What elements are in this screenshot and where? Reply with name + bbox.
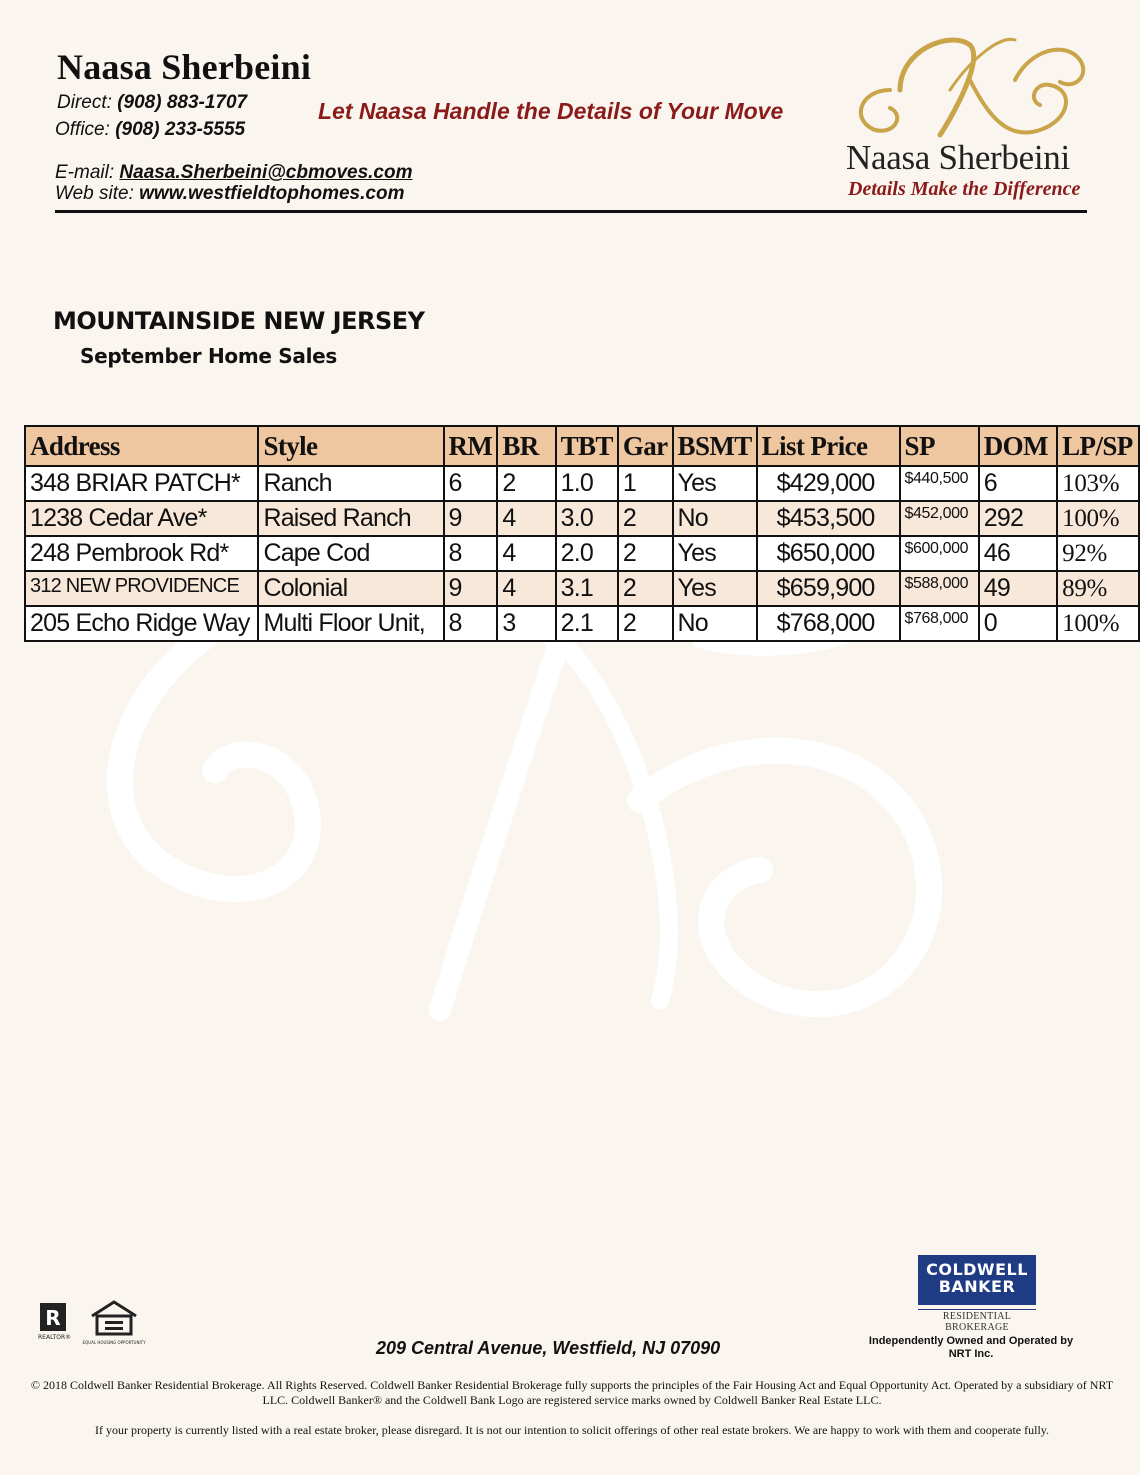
direct-phone[interactable]: (908) 883-1707	[117, 92, 248, 113]
cell-address: 248 Pembrook Rd*	[25, 536, 258, 571]
office-address: 209 Central Avenue, Westfield, NJ 07090	[376, 1338, 721, 1358]
cell-sp: $588,000	[900, 571, 979, 606]
cell-list-price: $429,000	[757, 466, 900, 501]
cell-tbt: 3.1	[556, 571, 618, 606]
email-link[interactable]: Naasa.Sherbeini@cbmoves.com	[119, 162, 413, 183]
cell-tbt: 2.0	[556, 536, 618, 571]
office-label: Office:	[55, 119, 110, 140]
cell-dom: 49	[979, 571, 1057, 606]
email-label: E-mail:	[55, 162, 115, 183]
cell-address: 348 BRIAR PATCH*	[25, 466, 258, 501]
home-sales-table	[24, 425, 1140, 642]
ns-monogram-logo	[840, 15, 1090, 150]
cell-list-price: $453,500	[757, 501, 900, 536]
logo-name: Naasa Sherbeini	[846, 138, 1070, 177]
cell-rm: 9	[444, 501, 498, 536]
column-header-tbt: TBT	[556, 426, 618, 466]
column-header-address: Address	[25, 426, 258, 466]
direct-phone-line	[57, 92, 247, 114]
cell-bsmt: Yes	[673, 466, 757, 501]
cell-rm: 6	[444, 466, 498, 501]
cell-address: 1238 Cedar Ave*	[25, 501, 258, 536]
cell-br: 4	[497, 571, 555, 606]
cell-rm: 9	[444, 571, 498, 606]
cell-lp-sp: 100%	[1057, 501, 1139, 536]
cell-style: Colonial	[258, 571, 443, 606]
column-header-lp-sp: LP/SP	[1057, 426, 1139, 466]
cell-list-price: $659,900	[757, 571, 900, 606]
realtor-icon	[38, 1301, 74, 1341]
agent-name: Naasa Sherbeini	[57, 47, 312, 87]
column-header-gar: Gar	[618, 426, 673, 466]
website-line	[55, 183, 404, 205]
column-header-bsmt: BSMT	[673, 426, 757, 466]
cell-dom: 46	[979, 536, 1057, 571]
direct-label: Direct:	[57, 92, 112, 113]
independent-ownership-note: Independently Owned and Operated by NRT Inc.	[868, 1335, 1074, 1360]
cell-list-price: $768,000	[757, 606, 900, 641]
cell-address: 205 Echo Ridge Way	[25, 606, 258, 641]
cell-bsmt: No	[673, 606, 757, 641]
solicitation-disclaimer: If your property is currently listed with a real estate broker, please disregard. It is not our intention to solicit offerings of other real estate brokers. We are happy to work with them and cooperate fully.	[94, 1423, 1050, 1437]
column-header-style: Style	[258, 426, 443, 466]
cell-sp: $440,500	[900, 466, 979, 501]
realtor-caption: REALTOR®	[38, 1334, 72, 1341]
table-row	[25, 536, 1139, 571]
cell-lp-sp: 89%	[1057, 571, 1139, 606]
cell-gar: 1	[618, 466, 673, 501]
cell-sp: $600,000	[900, 536, 979, 571]
table-row	[25, 501, 1139, 536]
header-tagline: Let Naasa Handle the Details of Your Move	[318, 98, 784, 124]
cell-tbt: 3.0	[556, 501, 618, 536]
cell-bsmt: No	[673, 501, 757, 536]
cell-gar: 2	[618, 571, 673, 606]
cell-br: 4	[497, 536, 555, 571]
table-row	[25, 466, 1139, 501]
cell-gar: 2	[618, 501, 673, 536]
table-row	[25, 606, 1139, 641]
office-phone[interactable]: (908) 233-5555	[115, 119, 246, 140]
table-row	[25, 571, 1139, 606]
office-phone-line	[55, 119, 245, 141]
website-link[interactable]: www.westfieldtophomes.com	[139, 183, 405, 204]
logo-tagline: Details Make the Difference	[848, 178, 1081, 200]
copyright-notice: © 2018 Coldwell Banker Residential Brokerage. All Rights Reserved. Coldwell Banker Residential Brokerage fully supports the principles of the Fair Housing Act and Equal Opportunity Act. Operated by a subsidiary of NRT LLC. Coldwell Banker® and the Coldwell Bank Logo are registered service marks owned by Coldwell Banker Real Estate LLC.	[30, 1378, 1114, 1407]
cell-br: 3	[497, 606, 555, 641]
cell-br: 2	[497, 466, 555, 501]
cell-gar: 2	[618, 536, 673, 571]
cell-address: 312 NEW PROVIDENCE	[25, 571, 258, 606]
equal-housing-icon	[82, 1298, 146, 1348]
cb-brokerage-label: RESIDENTIAL BROKERAGE	[942, 1311, 1012, 1333]
cell-bsmt: Yes	[673, 571, 757, 606]
column-header-list-price: List Price	[757, 426, 900, 466]
cell-style: Raised Ranch	[258, 501, 443, 536]
cell-lp-sp: 100%	[1057, 606, 1139, 641]
table-header-row	[25, 426, 1139, 466]
page-title: MOUNTAINSIDE NEW JERSEY	[53, 307, 425, 335]
cell-sp: $768,000	[900, 606, 979, 641]
cell-tbt: 2.1	[556, 606, 618, 641]
coldwell-banker-logo	[918, 1255, 1036, 1305]
cell-style: Cape Cod	[258, 536, 443, 571]
cell-bsmt: Yes	[673, 536, 757, 571]
cell-dom: 292	[979, 501, 1057, 536]
cell-rm: 8	[444, 606, 498, 641]
cb-divider	[918, 1309, 1036, 1310]
cell-dom: 0	[979, 606, 1057, 641]
column-header-br: BR	[497, 426, 555, 466]
cell-lp-sp: 92%	[1057, 536, 1139, 571]
cell-style: Multi Floor Unit,	[258, 606, 443, 641]
eho-caption: EQUAL HOUSING OPPORTUNITY	[82, 1340, 146, 1345]
cb-logo-line2: BANKER	[938, 1277, 1016, 1296]
website-label: Web site:	[55, 183, 134, 204]
cell-sp: $452,000	[900, 501, 979, 536]
logo-monogram-text: NS	[840, 15, 849, 22]
column-header-dom: DOM	[979, 426, 1057, 466]
cell-tbt: 1.0	[556, 466, 618, 501]
cell-rm: 8	[444, 536, 498, 571]
cell-style: Ranch	[258, 466, 443, 501]
svg-text:R: R	[45, 1306, 61, 1330]
cell-list-price: $650,000	[757, 536, 900, 571]
cell-br: 4	[497, 501, 555, 536]
cell-dom: 6	[979, 466, 1057, 501]
column-header-rm: RM	[444, 426, 498, 466]
cell-lp-sp: 103%	[1057, 466, 1139, 501]
header-divider	[55, 210, 1087, 213]
email-line	[55, 162, 413, 184]
column-header-sp: SP	[900, 426, 979, 466]
cb-logo-line1: COLDWELL	[926, 1260, 1028, 1279]
cell-gar: 2	[618, 606, 673, 641]
page-subtitle: September Home Sales	[80, 344, 338, 368]
